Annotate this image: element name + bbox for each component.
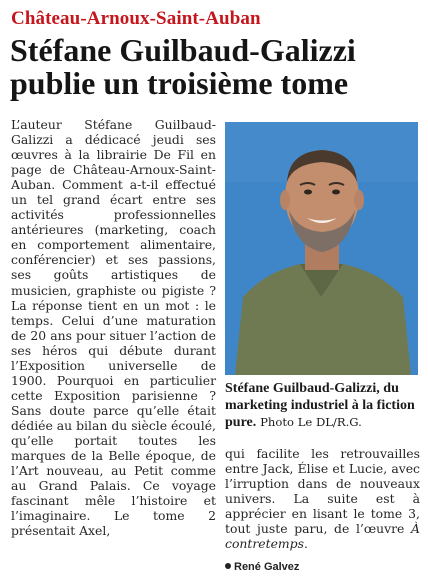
section-kicker: Château-Arnoux-Saint-Auban bbox=[11, 8, 261, 29]
article-body-text: qui facilite les retrouvailles entre Jack, Élise et Lucie, avec l’irruption dans de nouveaux univers. La suite est à apprécier en lisant le tome 3, tout juste paru, de l’œuvre bbox=[225, 446, 420, 537]
author-photo bbox=[225, 122, 418, 375]
author-byline bbox=[225, 561, 299, 573]
article-headline: Stéfane Guilbaud-Galizzi publie un troisième tome bbox=[10, 32, 356, 101]
byline-name: René Galvez bbox=[234, 561, 300, 573]
author-portrait-illustration bbox=[225, 122, 418, 375]
article-body-paragraph-continued bbox=[225, 446, 420, 551]
bullet-icon bbox=[225, 563, 231, 569]
caption-title: Stéfane Guilbaud-Galizzi, du marketing industriel à la fiction pure. bbox=[225, 381, 415, 430]
article-body-left-column bbox=[11, 117, 216, 538]
article-body-end: . bbox=[303, 536, 308, 552]
article-body-right-column bbox=[225, 446, 420, 551]
article-body-paragraph: L’auteur Stéfane Guilbaud-Galizzi a dédicacé jeudi ses œuvres à la librairie De Fil en page de Château-Arnoux-Saint-Auban. Comment a-t-il effectué un tel grand écart entre ses activités professionnelles antérieures (marketing, coach en comportement alimentaire, conférencier) et ses passions, ses goûts artistiques de musicien, graphiste ou pigiste ? La réponse tient en un mot : le temps. Celui d’une maturation de 20 ans pour situer l’action de ses héros qui débute durant l’Exposition universelle de 1900. Pourquoi en particulier cette Exposition parisienne ? Sans doute parce qu’elle était dédiée au bilan du siècle écoulé, qu’elle portait toutes les marques de la Belle époque, de l’Art nouveau, au Petit comme au Grand Palais. Ce voyage fascinant mêle l’histoire et l’imaginaire. Le tome 2 présentait Axel, bbox=[11, 117, 216, 539]
book-title: À contretemps bbox=[225, 521, 420, 552]
photo-credit: Photo Le DL/R.G. bbox=[260, 415, 362, 429]
photo-caption bbox=[225, 380, 420, 431]
